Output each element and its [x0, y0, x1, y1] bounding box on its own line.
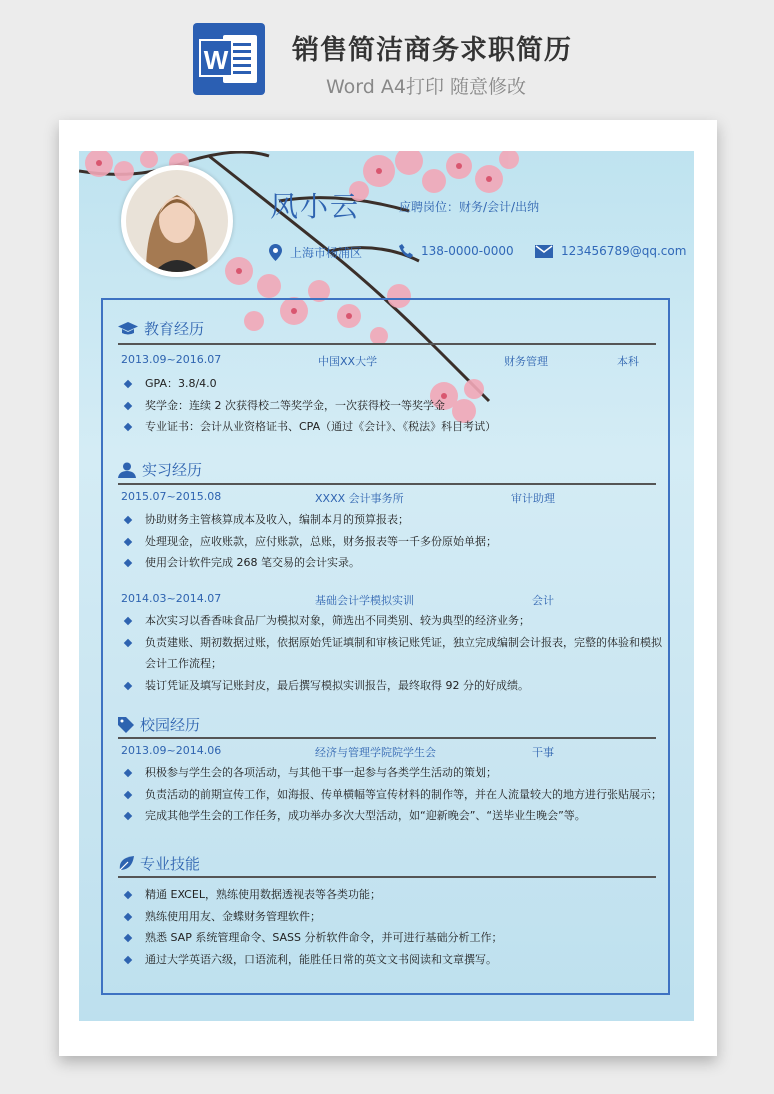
list-item: 负责活动的前期宣传工作，如海报、传单横幅等宣传材料的制作等，并在人流量较大的地方进行张贴展示；	[123, 784, 663, 806]
leaf-icon	[118, 856, 134, 872]
tag-icon	[118, 717, 134, 733]
skills-list	[123, 884, 663, 970]
campus-org: 经济与管理学院院学生会	[315, 746, 436, 759]
location-pin-icon	[269, 244, 282, 261]
email-icon	[535, 245, 553, 258]
list-item: 积极参与学生会的各项活动，与其他干事一起参与各类学生活动的策划；	[123, 762, 663, 784]
phone-text: 138-0000-0000	[421, 244, 514, 258]
applied-position: 应聘岗位：财务/会计/出纳	[399, 200, 540, 214]
list-item: 通过大学英语六级，口语流利，能胜任日常的英文文书阅读和文章撰写。	[123, 949, 663, 971]
job-role: 审计助理	[511, 492, 555, 505]
education-divider	[118, 343, 656, 345]
list-item: 专业证书：会计从业资格证书、CPA（通过《会计》、《税法》科目考试）	[123, 416, 663, 438]
list-item: 精通 EXCEL，熟练使用数据透视表等各类功能；	[123, 884, 663, 906]
job-company: 基础会计学模拟实训	[315, 594, 414, 607]
internship-job-2-list	[123, 610, 663, 696]
campus-role: 干事	[532, 746, 554, 759]
resume-page	[79, 151, 694, 1021]
word-logo	[193, 23, 265, 95]
avatar	[121, 165, 233, 277]
phone-contact	[399, 244, 514, 258]
job-company: XXXX 会计事务所	[315, 492, 404, 505]
education-major: 财务管理	[504, 355, 548, 368]
list-item: 处理现金，应收账款，应付账款，总账，财务报表等一千多份原始单据；	[123, 531, 663, 553]
campus-date: 2013.09~2014.06	[121, 744, 222, 757]
location-text: 上海市杨浦区	[290, 246, 363, 260]
list-item: GPA：3.8/4.0	[123, 373, 663, 395]
campus-list	[123, 762, 663, 827]
email-contact	[535, 244, 686, 258]
list-item: 负责建账、期初数据过账，依据原始凭证填制和审核记账凭证，独立完成编制会计报表，完整的体验和模拟	[123, 632, 663, 654]
list-item: 熟练使用用友、金蝶财务管理软件；	[123, 906, 663, 928]
education-degree: 本科	[617, 355, 639, 368]
education-date: 2013.09~2016.07	[121, 353, 222, 366]
skills-section-title: 专业技能	[118, 853, 200, 874]
list-item: 完成其他学生会的工作任务，成功举办多次大型活动，如“迎新晚会”、“送毕业生晚会”等。	[123, 805, 663, 827]
campus-divider	[118, 737, 656, 739]
banner	[0, 0, 774, 110]
internship-section-title: 实习经历	[118, 459, 202, 480]
job-role: 会计	[532, 594, 554, 607]
email-text: 123456789@qq.com	[561, 244, 687, 258]
resume-paper	[59, 120, 717, 1056]
skills-divider	[118, 876, 656, 878]
job-date: 2015.07~2015.08	[121, 490, 222, 503]
list-item-continuation: 会计工作流程；	[145, 657, 222, 670]
education-school: 中国XX大学	[318, 355, 378, 368]
education-list	[123, 373, 663, 438]
list-item: 奖学金：连续 2 次获得校二等奖学金，一次获得校一等奖学金	[123, 395, 663, 417]
list-item: 装订凭证及填写记账封皮，最后撰写模拟实训报告，最终取得 92 分的好成绩。	[123, 675, 663, 697]
list-item: 使用会计软件完成 268 笔交易的会计实录。	[123, 552, 663, 574]
internship-divider	[118, 483, 656, 485]
person-icon	[118, 462, 136, 478]
location-contact	[269, 244, 362, 261]
education-section-title: 教育经历	[118, 318, 204, 339]
list-item: 协助财务主管核算成本及收入，编制本月的预算报表；	[123, 509, 663, 531]
campus-section-title: 校园经历	[118, 714, 200, 735]
graduation-cap-icon	[118, 322, 138, 336]
phone-icon	[399, 244, 413, 258]
list-item: 本次实习以香香味食品厂为模拟对象，筛选出不同类别、较为典型的经济业务；	[123, 610, 663, 632]
resume-body-frame	[101, 298, 670, 995]
list-item: 熟悉 SAP 系统管理命令、SASS 分析软件命令，并可进行基础分析工作；	[123, 927, 663, 949]
word-letter: W	[199, 39, 233, 77]
candidate-name: 风小云	[270, 190, 361, 223]
job-date: 2014.03~2014.07	[121, 592, 222, 605]
banner-subtitle: Word A4打印 随意修改	[326, 76, 527, 98]
internship-job-1-list	[123, 509, 663, 574]
banner-title: 销售简洁商务求职简历	[292, 35, 572, 66]
